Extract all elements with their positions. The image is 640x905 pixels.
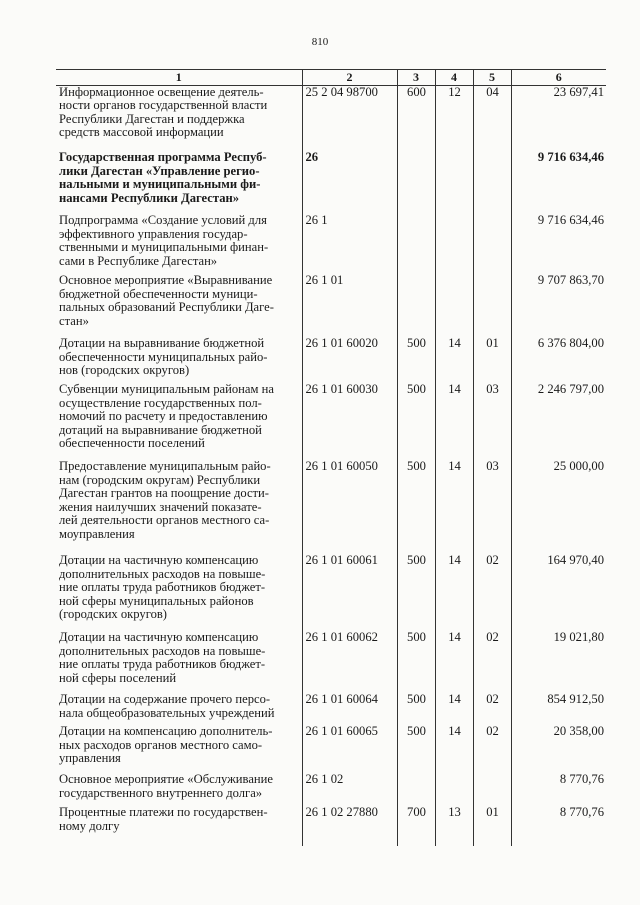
table-row [56,725,606,773]
row-col3: 500 [397,554,435,631]
row-col4 [435,274,473,337]
row-amount: 8 770,76 [511,806,606,846]
row-col5 [473,151,511,214]
row-amount: 854 912,50 [511,693,606,725]
row-col5: 04 [473,85,511,151]
row-amount: 19 021,80 [511,631,606,693]
row-col5: 01 [473,806,511,846]
table-row [56,383,606,460]
row-code: 26 1 01 60065 [302,725,397,773]
table-row [56,337,606,383]
row-code: 26 1 01 60062 [302,631,397,693]
row-description: Дотации на выравнивание бюджетной обеспеченности муниципальных райо- нов (городских округов) [59,337,268,378]
row-col4 [435,773,473,806]
row-col4: 14 [435,383,473,460]
row-col5: 02 [473,693,511,725]
table-row [56,214,606,274]
row-amount: 6 376 804,00 [511,337,606,383]
row-col3 [397,151,435,214]
row-description: Дотации на содержание прочего персо- нала общеобразовательных учреждений [59,693,275,720]
row-col5 [473,773,511,806]
table-row [56,554,606,631]
column-header-2: 2 [302,70,397,86]
column-header-6: 6 [511,70,606,86]
row-col4: 12 [435,85,473,151]
row-description: Основное мероприятие «Обслуживание государственного внутреннего долга» [59,773,273,800]
table-header-row [56,70,606,86]
row-code: 25 2 04 98700 [302,85,397,151]
row-description: Подпрограмма «Создание условий для эффективного управления государ- ственными и муниципальными финан- сами в Республике Дагестан» [59,214,269,268]
table-row [56,693,606,725]
row-description: Дотации на частичную компенсацию дополнительных расходов на повыше- ние оплаты труда работников бюджет- ной сферы муниципальных районов (городских округов) [59,554,266,622]
row-col5 [473,274,511,337]
column-header-3: 3 [397,70,435,86]
row-col3: 500 [397,725,435,773]
row-col5: 01 [473,337,511,383]
row-amount: 9 707 863,70 [511,274,606,337]
table-row [56,151,606,214]
table-row [56,631,606,693]
row-col5: 03 [473,383,511,460]
column-header-1: 1 [56,70,302,86]
row-amount: 2 246 797,00 [511,383,606,460]
row-description: Государственная программа Респуб- лики Дагестан «Управление регио- нальными и муниципальными фи- нансами Республики Дагестан» [59,151,267,205]
table-row [56,773,606,806]
row-col3 [397,274,435,337]
row-col5: 03 [473,460,511,554]
row-col4: 13 [435,806,473,846]
row-code: 26 1 01 60064 [302,693,397,725]
budget-table [56,69,606,846]
row-col4: 14 [435,554,473,631]
row-col4 [435,151,473,214]
row-amount: 8 770,76 [511,773,606,806]
row-description: Процентные платежи по государствен- ному долгу [59,806,268,833]
row-col5: 02 [473,725,511,773]
row-col3 [397,214,435,274]
row-col4: 14 [435,693,473,725]
row-col3: 500 [397,693,435,725]
row-description: Дотации на частичную компенсацию дополнительных расходов на повыше- ние оплаты труда работников бюджет- ной сферы поселений [59,631,266,685]
table-row [56,460,606,554]
row-col3: 500 [397,337,435,383]
row-col3: 500 [397,383,435,460]
row-code: 26 1 01 60050 [302,460,397,554]
table-row [56,274,606,337]
row-col4: 14 [435,631,473,693]
row-amount: 25 000,00 [511,460,606,554]
row-amount: 164 970,40 [511,554,606,631]
row-code: 26 1 02 [302,773,397,806]
row-description: Предоставление муниципальным райо- нам (городским округам) Республики Дагестан грантов на поощрение дости- жения наилучших значений показате- лей деятельности органов местного са- моуправления [59,460,271,542]
row-col3: 600 [397,85,435,151]
row-amount: 23 697,41 [511,85,606,151]
row-col4: 14 [435,337,473,383]
row-code: 26 1 01 60030 [302,383,397,460]
row-code: 26 [302,151,397,214]
row-code: 26 1 01 60061 [302,554,397,631]
row-col5: 02 [473,554,511,631]
row-col3 [397,773,435,806]
row-col3: 500 [397,460,435,554]
row-col3: 500 [397,631,435,693]
row-col4 [435,214,473,274]
column-header-4: 4 [435,70,473,86]
row-amount: 20 358,00 [511,725,606,773]
row-description: Дотации на компенсацию дополнитель- ных расходов органов местного само- управления [59,725,273,766]
row-code: 26 1 01 60020 [302,337,397,383]
table-row [56,806,606,846]
row-code: 26 1 02 27880 [302,806,397,846]
column-header-5: 5 [473,70,511,86]
row-col5: 02 [473,631,511,693]
row-col5 [473,214,511,274]
table-row [56,85,606,151]
page-number: 810 [311,36,329,48]
row-description: Основное мероприятие «Выравнивание бюджетной обеспеченности муници- пальных образований Республики Даге- стан» [59,274,274,328]
row-description: Субвенции муниципальным районам на осуществление государственных пол- номочий по расчету и предоставлению дотаций на выравнивание бюджетной обеспеченности поселений [59,383,274,451]
row-code: 26 1 01 [302,274,397,337]
table-body [56,85,606,846]
row-col3: 700 [397,806,435,846]
row-code: 26 1 [302,214,397,274]
row-col4: 14 [435,725,473,773]
row-amount: 9 716 634,46 [511,151,606,214]
row-description: Информационное освещение деятель- ности органов государственной власти Республики Дагестан и поддержка средств массовой информации [59,85,268,140]
row-amount: 9 716 634,46 [511,214,606,274]
row-col4: 14 [435,460,473,554]
